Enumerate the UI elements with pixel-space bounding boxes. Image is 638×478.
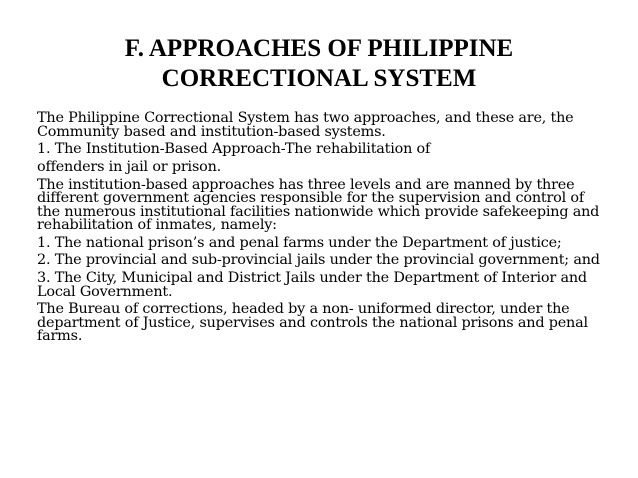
slide-title (40, 34, 598, 94)
text-line: The Philippine Correctional System has two approaches, and these are, the (37, 110, 574, 126)
list-item-provincial-jails (37, 254, 617, 268)
paragraph-bureau-of-corrections (37, 303, 617, 344)
text-line: rehabilitation of inmates, namely: (37, 217, 277, 234)
title-line: CORRECTIONAL SYSTEM (161, 65, 477, 92)
text-line: the numerous institutional facilities nationwide which provide safekeeping and (37, 203, 600, 220)
text-line: 3. The City, Municipal and District Jails under the Department of Interior and (37, 270, 587, 287)
paragraph-approach-heading (37, 143, 617, 157)
list-item-national-prisons (37, 234, 617, 251)
text-line: offenders in jail or prison. (37, 158, 222, 175)
text-line: The institution-based approaches has three levels and are manned by three (37, 176, 575, 193)
text-line: The Bureau of corrections, headed by a non- uniformed director, under the (37, 301, 570, 318)
list-item-city-jails (37, 272, 617, 299)
title-line: F. APPROACHES OF PHILIPPINE (124, 35, 514, 62)
text-line: farms. (37, 328, 83, 345)
slide-body (37, 112, 617, 348)
paragraph-approach-continuation (37, 158, 617, 175)
text-line: 1. The Institution-Based Approach-The rehabilitation of (37, 141, 431, 158)
text-line: 2. The provincial and sub-provincial jails under the provincial government; and (37, 252, 600, 269)
text-line: Local Government. (37, 283, 173, 300)
paragraph-three-levels (37, 176, 617, 234)
paragraph-intro (37, 112, 617, 139)
text-line: 1. The national prison’s and penal farms under the Department of justice; (37, 234, 562, 251)
text-line: department of Justice, supervises and controls the national prisons and penal (37, 314, 588, 331)
text-line: Community based and institution-based systems. (37, 123, 386, 140)
text-line: different government agencies responsible for the supervision and control of (37, 190, 584, 207)
